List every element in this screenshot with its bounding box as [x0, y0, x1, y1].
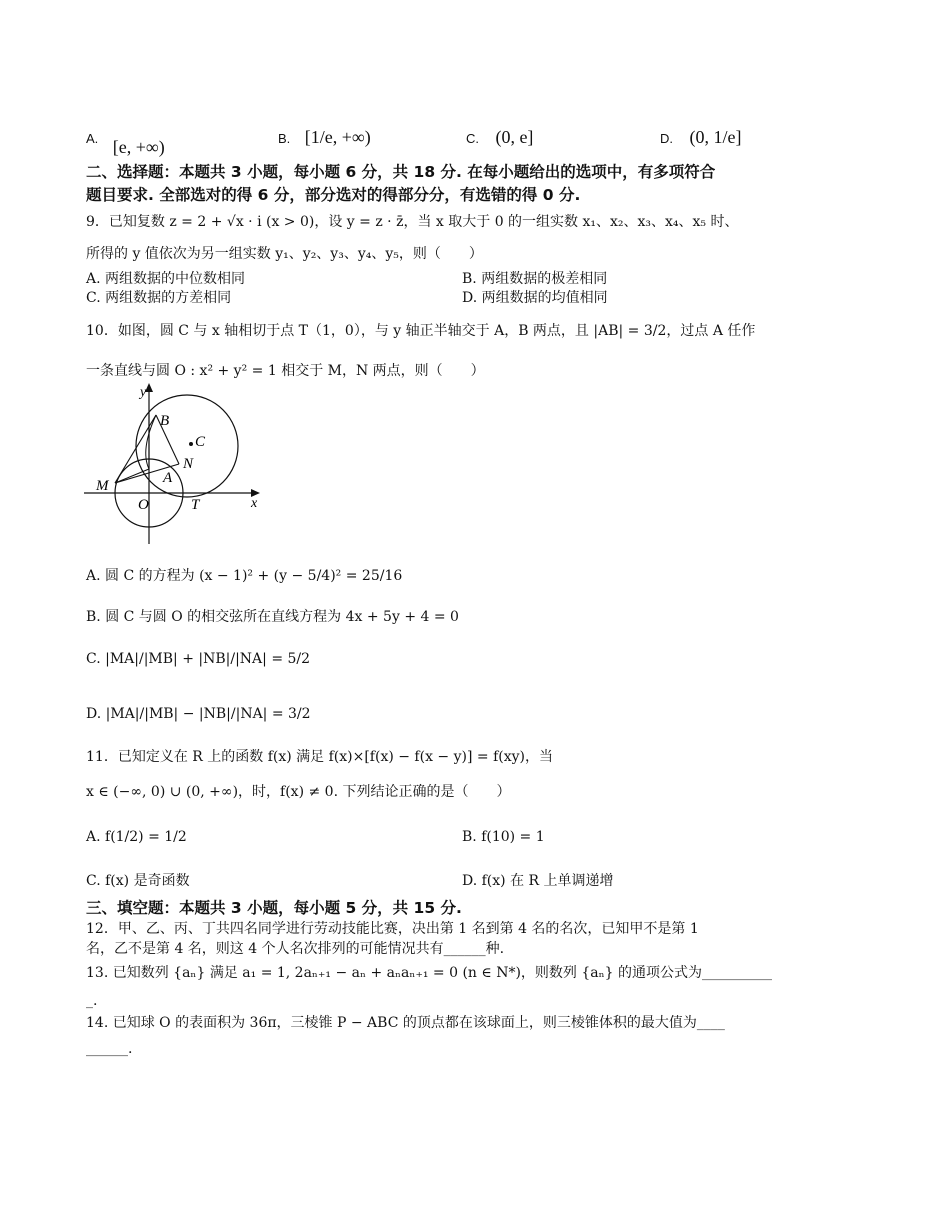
q11-stem-line2: x ∈ (−∞, 0) ∪ (0, +∞)，时，f(x) ≠ 0. 下列结论正确的是（ ）: [86, 784, 511, 800]
option-text: (0, e]: [495, 127, 534, 147]
q9-option-d: D. 两组数据的均值相同: [462, 290, 608, 306]
q8-option-c: [466, 128, 533, 148]
q10-option-c: C. |MA|/|MB| + |NB|/|NA| = 5/2: [86, 651, 311, 667]
option-letter: A.: [86, 131, 99, 146]
section2-heading-line1: 二、选择题：本题共 3 小题，每小题 6 分，共 18 分. 在每小题给出的选项中，有多项符合: [86, 163, 716, 181]
q11-option-d: D. f(x) 在 R 上单调递增: [462, 873, 614, 889]
q8-option-a: [86, 128, 165, 157]
q8-option-b: [278, 128, 371, 148]
q9-stem-line2: 所得的 y 值依次为另一组实数 y₁、y₂、y₃、y₄、y₅，则（ ）: [86, 246, 483, 262]
q9-option-a: A. 两组数据的中位数相同: [86, 271, 246, 287]
section2-heading-line2: 题目要求. 全部选对的得 6 分，部分选对的得部分分，有选错的得 0 分.: [86, 186, 581, 204]
option-text: [1/e, +∞): [304, 127, 371, 147]
q10-stem-line1: 10．如图，圆 C 与 x 轴相切于点 T（1，0），与 y 轴正半轴交于 A，B 两点，且 |AB| = 3/2，过点 A 任作: [86, 323, 756, 339]
q13-stem-line2: _.: [86, 993, 98, 1009]
section3-heading: 三、填空题：本题共 3 小题，每小题 5 分，共 15 分.: [86, 899, 462, 917]
label-t: T: [191, 497, 200, 513]
option-text: (0, 1/e]: [689, 127, 742, 147]
label-c: C: [195, 434, 206, 450]
q10-figure: [80, 380, 270, 548]
label-y: y: [140, 385, 147, 400]
q14-stem-line2: ______.: [86, 1041, 133, 1057]
q12-stem-line1: 12．甲、乙、丙、丁共四名同学进行劳动技能比赛，决出第 1 名到第 4 名的名次，已知甲不是第 1: [86, 921, 699, 937]
label-n: N: [183, 456, 194, 472]
label-m: M: [96, 478, 109, 494]
label-x: x: [251, 496, 258, 511]
option-letter: C.: [466, 131, 479, 146]
q9-option-b: B. 两组数据的极差相同: [462, 271, 608, 287]
option-letter: B.: [278, 131, 291, 146]
q10-option-b: B. 圆 C 与圆 O 的相交弦所在直线方程为 4x + 5y + 4 = 0: [86, 609, 459, 625]
q9-stem-line1: 9．已知复数 z = 2 + √x · i (x > 0)，设 y = z · z̄，当 x 取大于 0 的一组实数 x₁、x₂、x₃、x₄、x₅ 时、: [86, 214, 739, 230]
option-text: [e, +∞): [112, 137, 165, 157]
q11-option-a: A. f(1/2) = 1/2: [86, 829, 187, 845]
q12-stem-line2: 名，乙不是第 4 名，则这 4 个人名次排列的可能情况共有______种.: [86, 941, 505, 957]
label-o: O: [138, 497, 149, 513]
q14-stem-line1: 14. 已知球 O 的表面积为 36π，三棱锥 P − ABC 的顶点都在该球面上，则三棱锥体积的最大值为____: [86, 1015, 725, 1031]
q8-option-d: [660, 128, 741, 148]
label-b: B: [160, 413, 170, 429]
option-letter: D.: [660, 131, 673, 146]
q10-option-a: A. 圆 C 的方程为 (x − 1)² + (y − 5/4)² = 25/16: [86, 568, 403, 584]
q11-option-c: C. f(x) 是奇函数: [86, 873, 190, 889]
q9-option-c: C. 两组数据的方差相同: [86, 290, 232, 306]
label-a: A: [163, 470, 173, 486]
q10-stem-line2: 一条直线与圆 O : x² + y² = 1 相交于 M，N 两点，则（ ）: [86, 363, 485, 379]
q13-stem-line1: 13. 已知数列 {aₙ} 满足 a₁ = 1, 2aₙ₊₁ − aₙ + aₙaₙ₊₁ = 0 (n ∈ N*)，则数列 {aₙ} 的通项公式为__________: [86, 965, 773, 981]
q11-option-b: B. f(10) = 1: [462, 829, 545, 845]
circle-c: [136, 395, 238, 497]
q10-option-d: D. |MA|/|MB| − |NB|/|NA| = 3/2: [86, 706, 311, 722]
q11-stem-line1: 11．已知定义在 R 上的函数 f(x) 满足 f(x)×[f(x) − f(x − y)] = f(xy)，当: [86, 749, 553, 765]
point-c: [189, 442, 193, 446]
